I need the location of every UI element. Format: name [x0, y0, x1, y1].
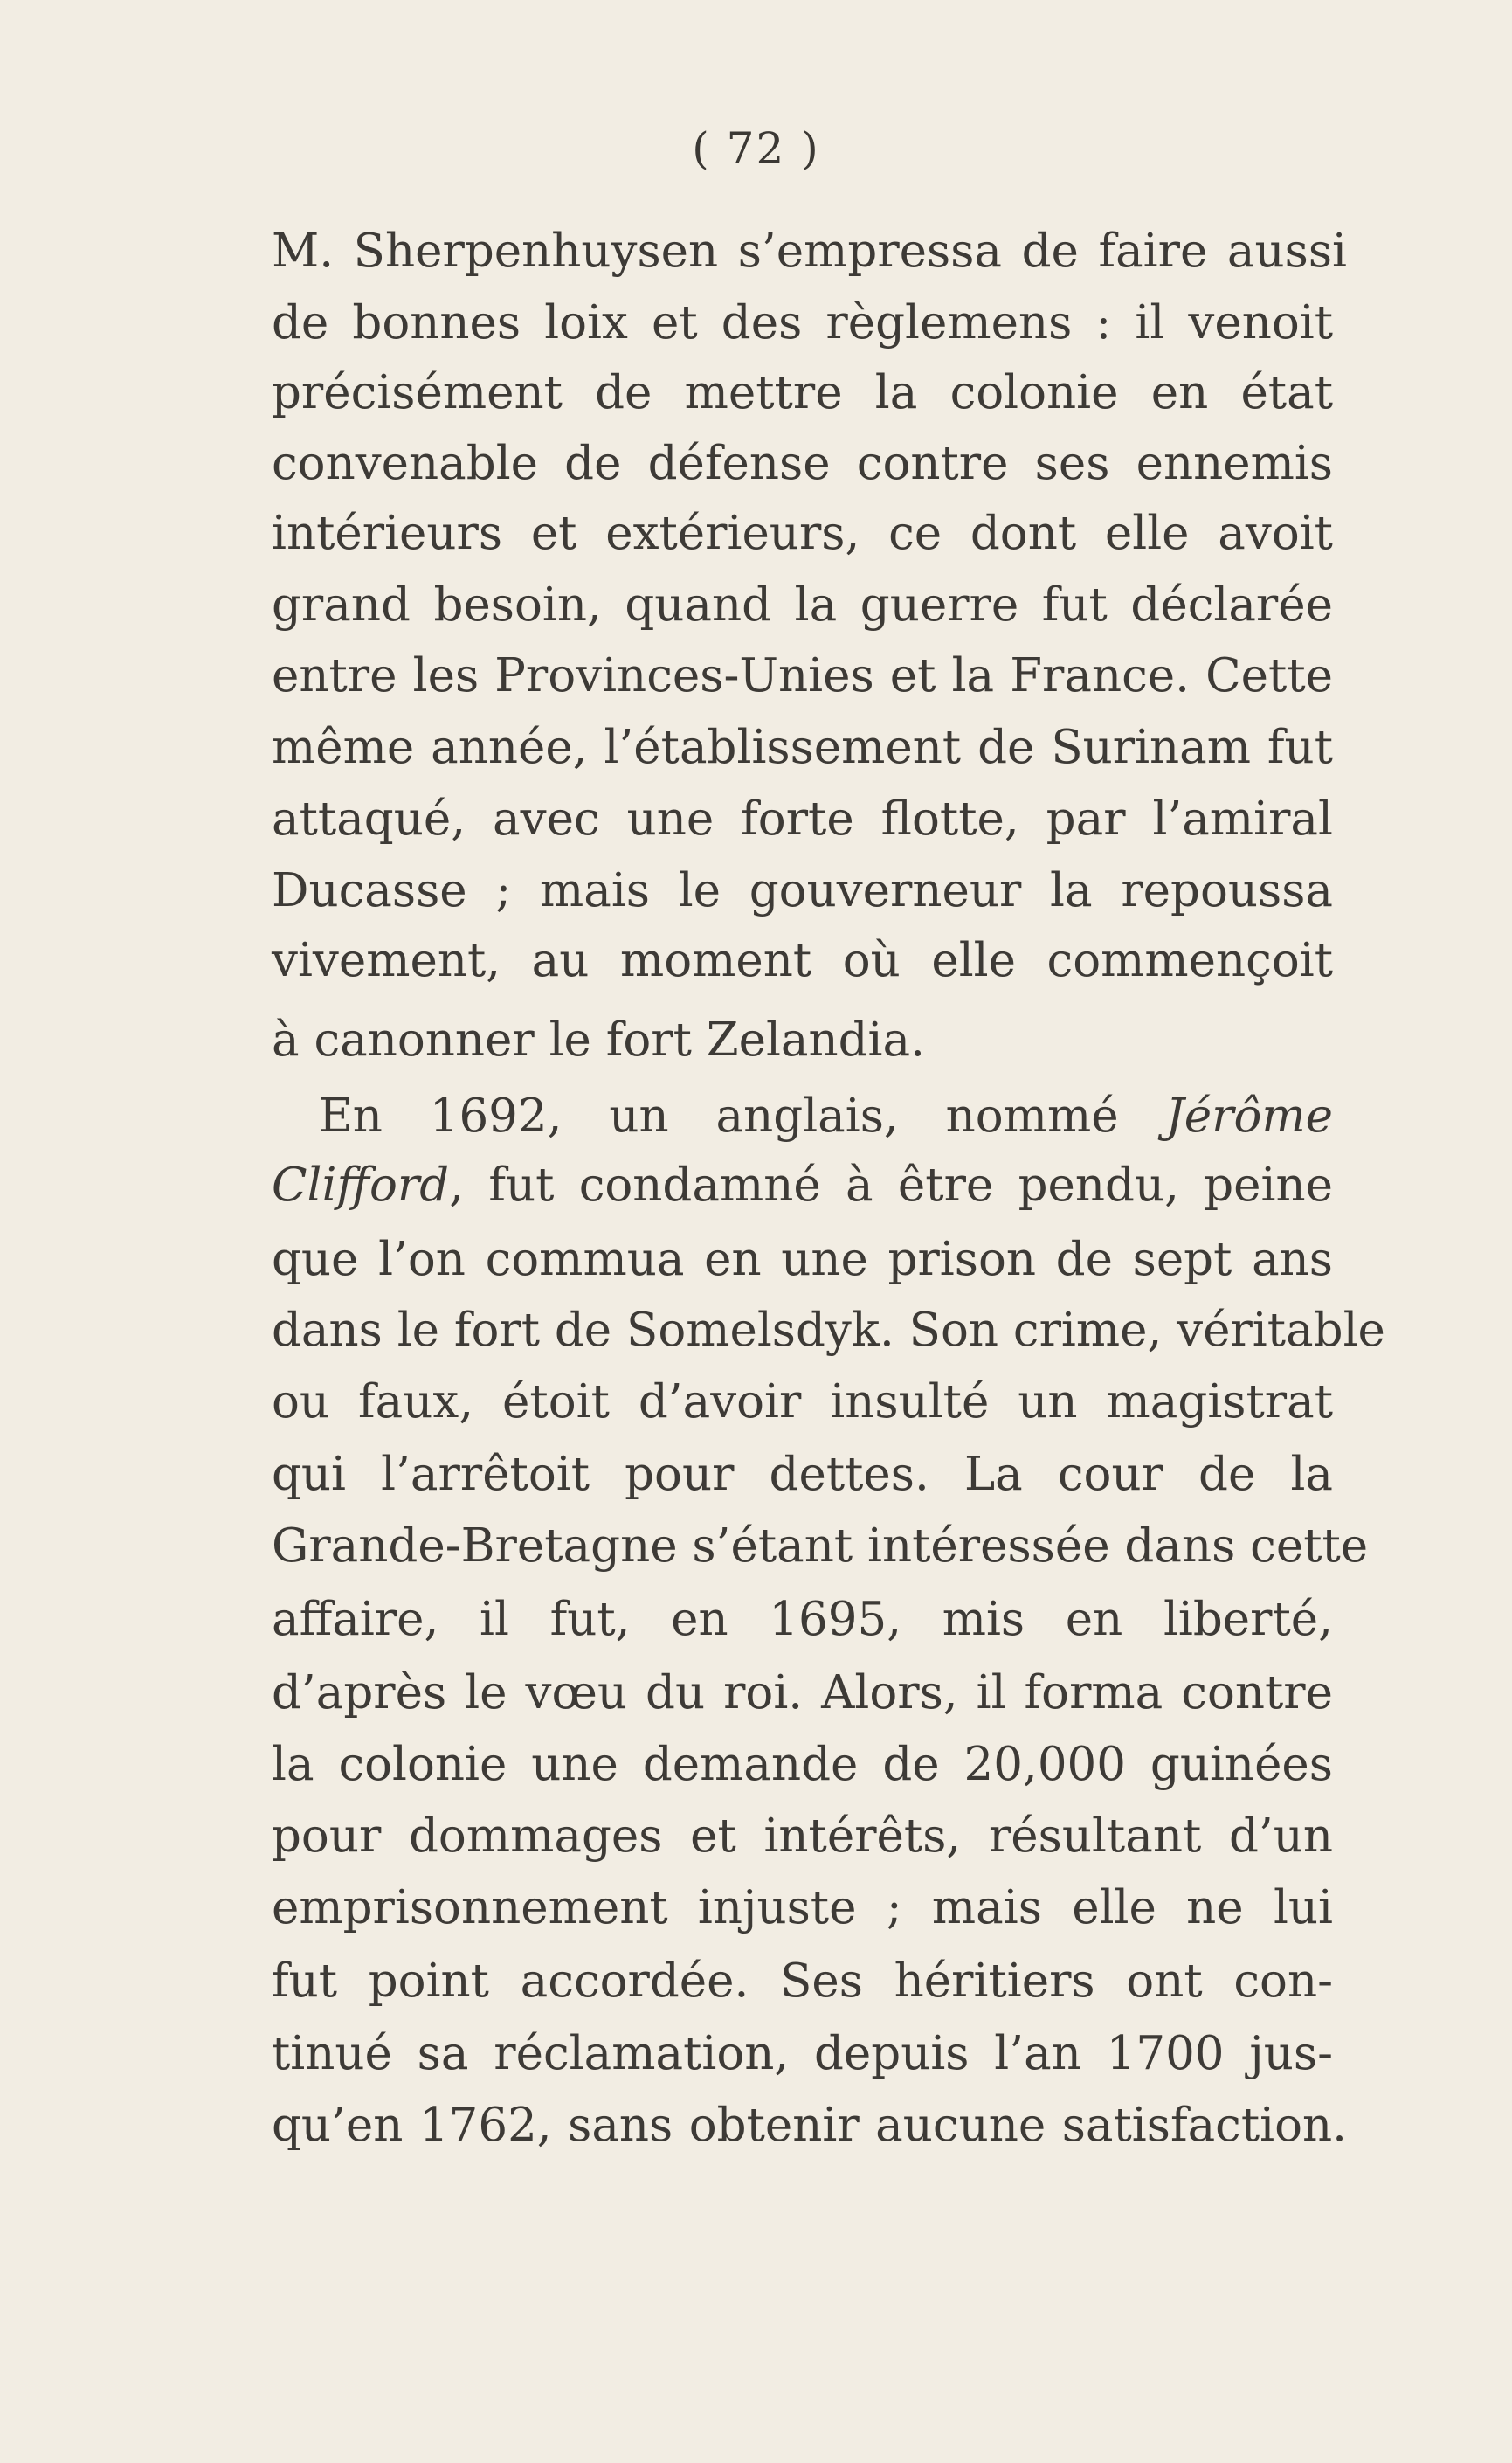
paragraph-1-line-12: à canonner le fort Zelandia.: [272, 1014, 925, 1067]
paragraph-1-line-5: intérieurs et extérieurs, ce dont elle avoit: [272, 507, 1333, 560]
paragraph-2-line-14: tinué sa réclamation, depuis l’an 1700 jus-: [272, 2027, 1333, 2080]
paragraph-1-line-2: de bonnes loix et des règlemens : il venoit: [272, 296, 1333, 349]
paragraph-2-line-13: fut point accordée. Ses héritiers ont con-: [272, 1954, 1333, 2008]
paragraph-1-line-11: vivement, au moment où elle commençoit: [272, 934, 1333, 987]
paragraph-2-line-9: d’après le vœu du roi. Alors, il forma contre: [272, 1666, 1333, 1719]
paragraph-1-line-9: attaqué, avec une forte flotte, par l’amiral: [272, 792, 1333, 846]
italic-name-clifford: Clifford: [272, 1159, 450, 1212]
paragraph-2-line-7: Grande-Bretagne s’étant intéressée dans cette: [272, 1519, 1369, 1573]
paragraph-2-line-11: pour dommages et intérêts, résultant d’un: [272, 1809, 1333, 1863]
page-number: ( 72 ): [692, 123, 820, 174]
paragraph-2-line-2: [272, 1151, 1333, 1221]
paragraph-1-line-6: grand besoin, quand la guerre fut déclarée: [272, 578, 1333, 632]
paragraph-2-line-2-text: , fut condamné à être pendu, peine: [449, 1159, 1333, 1212]
paragraph-1-line-1: M. Sherpenhuysen s’empressa de faire aussi: [272, 225, 1347, 278]
paragraph-2-line-3: que l’on commua en une prison de sept ans: [272, 1233, 1333, 1286]
paragraph-2-line-1: [319, 1082, 1333, 1152]
paragraph-1-line-4: convenable de défense contre ses ennemis: [272, 437, 1333, 490]
paragraph-2-line-5: ou faux, étoit d’avoir insulté un magistrat: [272, 1375, 1333, 1429]
paragraph-2-line-8: affaire, il fut, en 1695, mis en liberté,: [272, 1593, 1333, 1646]
paragraph-2-line-12: emprisonnement injuste ; mais elle ne lui: [272, 1881, 1333, 1934]
paragraph-2-line-10: la colonie une demande de 20,000 guinées: [272, 1738, 1333, 1791]
italic-name-jerome: Jérôme: [1165, 1090, 1333, 1143]
paragraph-1-line-10: Ducasse ; mais le gouverneur la repoussa: [272, 864, 1333, 917]
paragraph-1-line-3: précisément de mettre la colonie en état: [272, 366, 1333, 419]
paragraph-2-line-6: qui l’arrêtoit pour dettes. La cour de la: [272, 1448, 1333, 1501]
paragraph-1-line-8: même année, l’établissement de Surinam fut: [272, 721, 1333, 774]
paragraph-2-line-4: dans le fort de Somelsdyk. Son crime, véritable: [272, 1304, 1385, 1357]
paragraph-1-line-7: entre les Provinces-Unies et la France. Cette: [272, 649, 1333, 702]
paragraph-2-line-1-text: En 1692, un anglais, nommé: [319, 1090, 1166, 1143]
paragraph-2-line-15: qu’en 1762, sans obtenir aucune satisfaction.: [272, 2099, 1347, 2152]
